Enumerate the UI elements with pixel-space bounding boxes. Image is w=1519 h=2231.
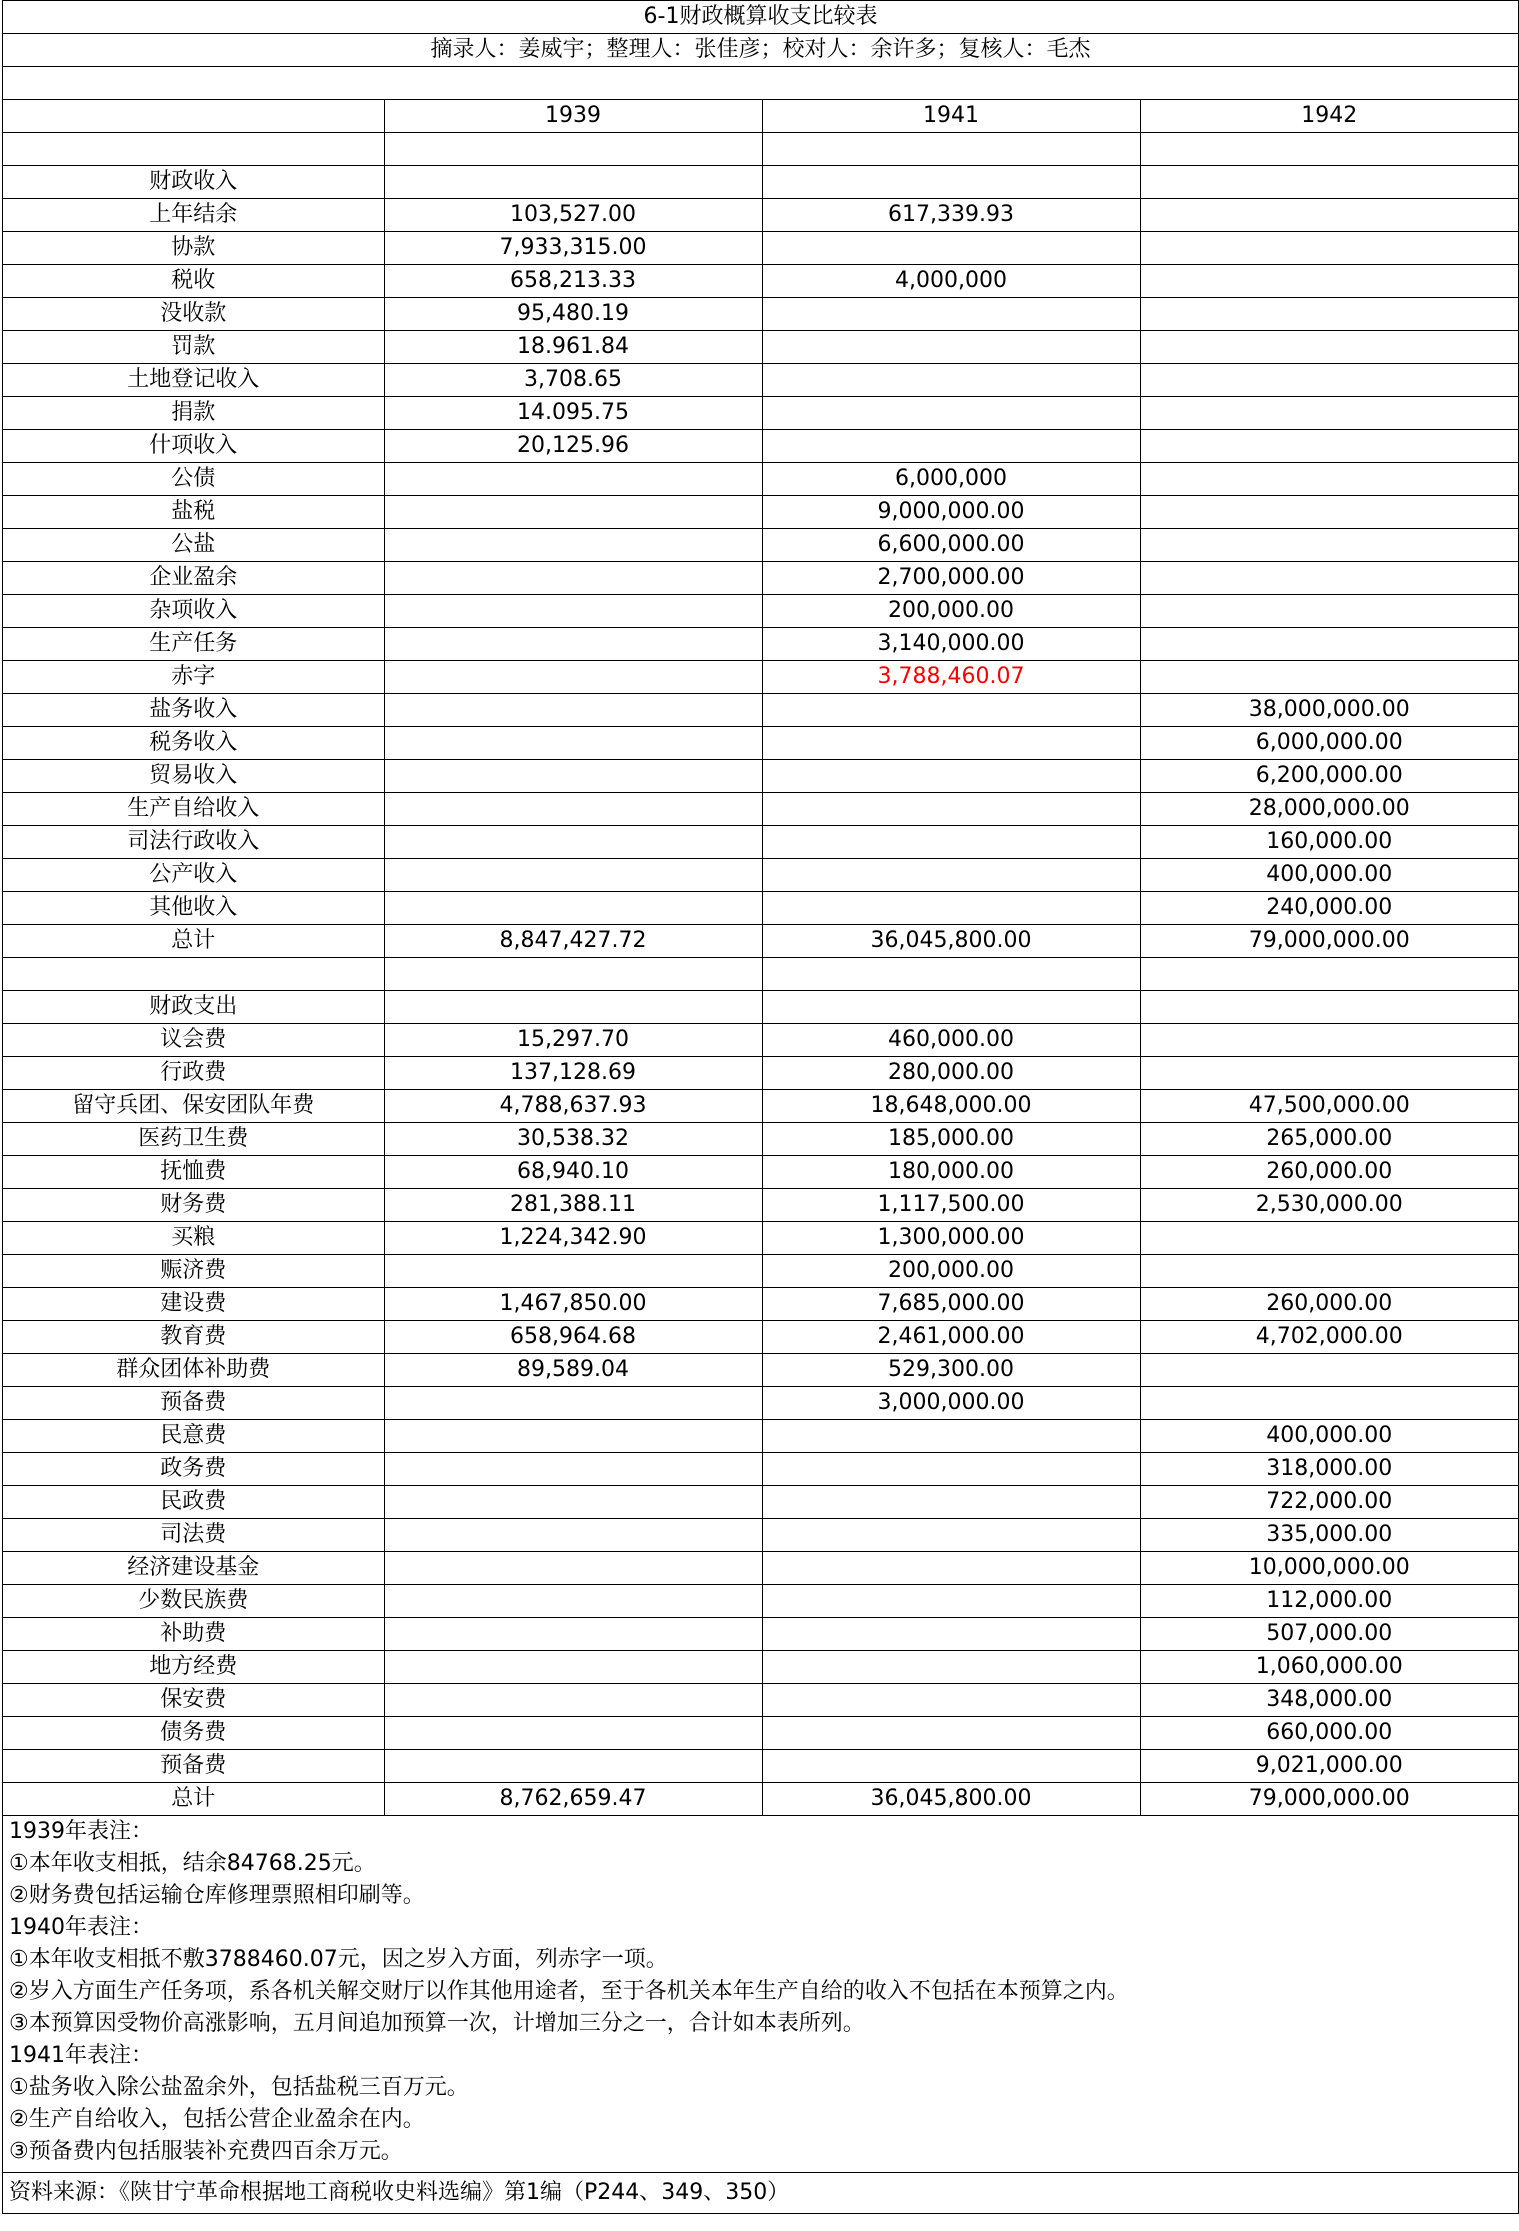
table-row	[3, 1420, 1518, 1453]
value-1939: 8,847,427.72	[384, 925, 762, 958]
value-1942	[1140, 1255, 1518, 1288]
row-label: 保安费	[3, 1684, 384, 1717]
table-row	[3, 1255, 1518, 1288]
note-line: 1940年表注：	[9, 1915, 153, 1940]
value-1939	[384, 1585, 762, 1618]
source-line: 资料来源：《陕甘宁革命根据地工商税收史料选编》第1编（P244、349、350）	[3, 2173, 1518, 2214]
value-1941	[762, 430, 1140, 463]
table-row	[3, 463, 1518, 496]
value-1941	[762, 760, 1140, 793]
value-1942	[1140, 265, 1518, 298]
row-label: 买粮	[3, 1222, 384, 1255]
value-1942	[1140, 1222, 1518, 1255]
table-row	[3, 430, 1518, 463]
value-1942	[1140, 991, 1518, 1024]
year-header-1941: 1941	[762, 100, 1140, 133]
value-1941: 1,300,000.00	[762, 1222, 1140, 1255]
value-1942: 160,000.00	[1140, 826, 1518, 859]
row-label: 罚款	[3, 331, 384, 364]
value-1939	[384, 166, 762, 199]
value-1942: 2,530,000.00	[1140, 1189, 1518, 1222]
table-row	[3, 1585, 1518, 1618]
row-label: 盐税	[3, 496, 384, 529]
table-row	[3, 1717, 1518, 1750]
value-1939	[384, 1684, 762, 1717]
value-1941	[762, 826, 1140, 859]
table-row	[3, 925, 1518, 958]
row-label: 地方经费	[3, 1651, 384, 1684]
row-label: 税收	[3, 265, 384, 298]
value-1939	[384, 133, 762, 166]
value-1942: 260,000.00	[1140, 1156, 1518, 1189]
value-1939: 18.961.84	[384, 331, 762, 364]
table-row	[3, 1651, 1518, 1684]
table-row	[3, 166, 1518, 199]
value-1942: 240,000.00	[1140, 892, 1518, 925]
row-label: 总计	[3, 925, 384, 958]
value-1941	[762, 166, 1140, 199]
value-1942	[1140, 364, 1518, 397]
table-row	[3, 133, 1518, 166]
note-line: 1941年表注：	[9, 2043, 153, 2068]
value-1941	[762, 1486, 1140, 1519]
value-1939	[384, 1255, 762, 1288]
value-1939	[384, 826, 762, 859]
value-1939	[384, 1519, 762, 1552]
value-1942	[1140, 397, 1518, 430]
note-line: 1939年表注：	[9, 1819, 153, 1844]
value-1939: 1,224,342.90	[384, 1222, 762, 1255]
table-row	[3, 562, 1518, 595]
row-label: 企业盈余	[3, 562, 384, 595]
value-1941: 9,000,000.00	[762, 496, 1140, 529]
row-label: 教育费	[3, 1321, 384, 1354]
value-1941	[762, 694, 1140, 727]
value-1939: 68,940.10	[384, 1156, 762, 1189]
value-1942	[1140, 628, 1518, 661]
table-row	[3, 892, 1518, 925]
value-1939: 89,589.04	[384, 1354, 762, 1387]
value-1941: 2,700,000.00	[762, 562, 1140, 595]
value-1939	[384, 694, 762, 727]
value-1939	[384, 1618, 762, 1651]
table-title: 6-1财政概算收支比较表	[3, 0, 1518, 34]
row-label: 总计	[3, 1783, 384, 1816]
value-1941	[762, 364, 1140, 397]
table-row	[3, 1783, 1518, 1816]
value-1939: 15,297.70	[384, 1024, 762, 1057]
value-1939: 3,708.65	[384, 364, 762, 397]
budget-table	[3, 100, 1518, 1816]
value-1939	[384, 892, 762, 925]
value-1939	[384, 661, 762, 694]
value-1942: 260,000.00	[1140, 1288, 1518, 1321]
value-1939: 8,762,659.47	[384, 1783, 762, 1816]
value-1941	[762, 1453, 1140, 1486]
value-1941: 185,000.00	[762, 1123, 1140, 1156]
value-1939	[384, 859, 762, 892]
value-1941	[762, 892, 1140, 925]
value-1939: 1,467,850.00	[384, 1288, 762, 1321]
value-1941	[762, 133, 1140, 166]
value-1939	[384, 727, 762, 760]
row-label: 贸易收入	[3, 760, 384, 793]
row-label: 司法费	[3, 1519, 384, 1552]
value-1942: 400,000.00	[1140, 859, 1518, 892]
value-1941	[762, 1585, 1140, 1618]
table-row	[3, 595, 1518, 628]
value-1941	[762, 859, 1140, 892]
value-1939	[384, 628, 762, 661]
value-1942	[1140, 430, 1518, 463]
table-row	[3, 298, 1518, 331]
value-1939: 281,388.11	[384, 1189, 762, 1222]
value-1942: 335,000.00	[1140, 1519, 1518, 1552]
value-1942	[1140, 298, 1518, 331]
value-1942: 265,000.00	[1140, 1123, 1518, 1156]
value-1941: 7,685,000.00	[762, 1288, 1140, 1321]
value-1942: 79,000,000.00	[1140, 925, 1518, 958]
row-label: 司法行政收入	[3, 826, 384, 859]
table-row	[3, 694, 1518, 727]
table-row	[3, 859, 1518, 892]
value-1942: 38,000,000.00	[1140, 694, 1518, 727]
row-label	[3, 133, 384, 166]
value-1939	[384, 463, 762, 496]
value-1941: 529,300.00	[762, 1354, 1140, 1387]
value-1941	[762, 298, 1140, 331]
row-label: 生产任务	[3, 628, 384, 661]
value-1939	[384, 529, 762, 562]
row-label: 债务费	[3, 1717, 384, 1750]
value-1939: 4,788,637.93	[384, 1090, 762, 1123]
table-row	[3, 1024, 1518, 1057]
table-row	[3, 760, 1518, 793]
value-1939: 137,128.69	[384, 1057, 762, 1090]
value-1942	[1140, 496, 1518, 529]
value-1941	[762, 793, 1140, 826]
value-1939: 95,480.19	[384, 298, 762, 331]
table-row	[3, 1123, 1518, 1156]
value-1942	[1140, 958, 1518, 991]
row-label: 留守兵团、保安团队年费	[3, 1090, 384, 1123]
table-row	[3, 1288, 1518, 1321]
row-label: 捐款	[3, 397, 384, 430]
value-1941: 2,461,000.00	[762, 1321, 1140, 1354]
table-row	[3, 958, 1518, 991]
value-1942: 660,000.00	[1140, 1717, 1518, 1750]
table-row	[3, 1354, 1518, 1387]
row-label: 政务费	[3, 1453, 384, 1486]
row-label: 议会费	[3, 1024, 384, 1057]
table-row	[3, 1387, 1518, 1420]
table-row	[3, 331, 1518, 364]
value-1942: 507,000.00	[1140, 1618, 1518, 1651]
value-1941: 6,600,000.00	[762, 529, 1140, 562]
value-1939	[384, 991, 762, 1024]
row-label: 行政费	[3, 1057, 384, 1090]
value-1942: 10,000,000.00	[1140, 1552, 1518, 1585]
value-1942	[1140, 199, 1518, 232]
row-label	[3, 958, 384, 991]
value-1942: 348,000.00	[1140, 1684, 1518, 1717]
row-label: 没收款	[3, 298, 384, 331]
row-label: 协款	[3, 232, 384, 265]
value-1942: 4,702,000.00	[1140, 1321, 1518, 1354]
value-1939: 658,213.33	[384, 265, 762, 298]
value-1942: 112,000.00	[1140, 1585, 1518, 1618]
table-row	[3, 1684, 1518, 1717]
value-1942	[1140, 232, 1518, 265]
value-1941	[762, 331, 1140, 364]
value-1941: 4,000,000	[762, 265, 1140, 298]
table-row	[3, 1453, 1518, 1486]
value-1941: 3,788,460.07	[762, 661, 1140, 694]
value-1941: 6,000,000	[762, 463, 1140, 496]
table-row	[3, 265, 1518, 298]
value-1941: 36,045,800.00	[762, 1783, 1140, 1816]
table-row	[3, 1057, 1518, 1090]
table-row	[3, 199, 1518, 232]
note-line: ①盐务收入除公盐盈余外，包括盐税三百万元。	[9, 2075, 469, 2100]
value-1941: 1,117,500.00	[762, 1189, 1140, 1222]
table-row	[3, 496, 1518, 529]
value-1939	[384, 595, 762, 628]
table-row	[3, 661, 1518, 694]
row-label: 抚恤费	[3, 1156, 384, 1189]
table-row	[3, 1090, 1518, 1123]
row-label: 财政支出	[3, 991, 384, 1024]
table-row	[3, 1321, 1518, 1354]
blank-row	[3, 67, 1518, 100]
value-1939: 103,527.00	[384, 199, 762, 232]
value-1941: 200,000.00	[762, 1255, 1140, 1288]
value-1939: 658,964.68	[384, 1321, 762, 1354]
value-1941: 617,339.93	[762, 199, 1140, 232]
value-1939	[384, 1717, 762, 1750]
row-label: 预备费	[3, 1387, 384, 1420]
value-1942	[1140, 1387, 1518, 1420]
value-1939	[384, 958, 762, 991]
note-line: ②岁入方面生产任务项，系各机关解交财厅以作其他用途者，至于各机关本年生产自给的收入不包括在本预算之内。	[9, 1979, 1129, 2004]
row-label: 经济建设基金	[3, 1552, 384, 1585]
row-label: 少数民族费	[3, 1585, 384, 1618]
value-1942: 722,000.00	[1140, 1486, 1518, 1519]
value-1939	[384, 1387, 762, 1420]
value-1942: 47,500,000.00	[1140, 1090, 1518, 1123]
value-1942: 400,000.00	[1140, 1420, 1518, 1453]
row-label: 建设费	[3, 1288, 384, 1321]
value-1941: 180,000.00	[762, 1156, 1140, 1189]
table-row	[3, 727, 1518, 760]
value-1942: 6,000,000.00	[1140, 727, 1518, 760]
value-1942	[1140, 562, 1518, 595]
value-1939: 20,125.96	[384, 430, 762, 463]
value-1941	[762, 1618, 1140, 1651]
row-label: 补助费	[3, 1618, 384, 1651]
table-row	[3, 1519, 1518, 1552]
row-label: 财政收入	[3, 166, 384, 199]
table-row	[3, 793, 1518, 826]
value-1942	[1140, 1354, 1518, 1387]
value-1942	[1140, 331, 1518, 364]
row-label: 土地登记收入	[3, 364, 384, 397]
value-1939	[384, 1651, 762, 1684]
row-label: 预备费	[3, 1750, 384, 1783]
note-line: ①本年收支相抵，结余84768.25元。	[9, 1851, 376, 1876]
value-1941: 460,000.00	[762, 1024, 1140, 1057]
row-label: 公盐	[3, 529, 384, 562]
row-label: 民政费	[3, 1486, 384, 1519]
year-header-1939: 1939	[384, 100, 762, 133]
value-1942	[1140, 133, 1518, 166]
row-label: 公债	[3, 463, 384, 496]
value-1941: 3,140,000.00	[762, 628, 1140, 661]
value-1942: 1,060,000.00	[1140, 1651, 1518, 1684]
table-row	[3, 529, 1518, 562]
value-1942	[1140, 463, 1518, 496]
value-1942: 6,200,000.00	[1140, 760, 1518, 793]
value-1939	[384, 496, 762, 529]
table-row	[3, 397, 1518, 430]
value-1939	[384, 1420, 762, 1453]
table-row	[3, 364, 1518, 397]
value-1941	[762, 958, 1140, 991]
value-1939	[384, 1750, 762, 1783]
value-1941	[762, 1519, 1140, 1552]
table-row	[3, 628, 1518, 661]
year-header-row	[3, 100, 1518, 133]
value-1941	[762, 1684, 1140, 1717]
row-label: 财务费	[3, 1189, 384, 1222]
value-1942: 28,000,000.00	[1140, 793, 1518, 826]
value-1941: 280,000.00	[762, 1057, 1140, 1090]
value-1941	[762, 1717, 1140, 1750]
value-1939	[384, 793, 762, 826]
value-1941	[762, 1750, 1140, 1783]
note-line: ①本年收支相抵不敷3788460.07元，因之岁入方面，列赤字一项。	[9, 1947, 668, 1972]
table-row	[3, 1222, 1518, 1255]
value-1939	[384, 1486, 762, 1519]
row-label: 杂项收入	[3, 595, 384, 628]
note-line: ③本预算因受物价高涨影响，五月间追加预算一次，计增加三分之一，合计如本表所列。	[9, 2011, 865, 2036]
table-row	[3, 232, 1518, 265]
value-1941	[762, 991, 1140, 1024]
value-1941: 36,045,800.00	[762, 925, 1140, 958]
value-1939: 30,538.32	[384, 1123, 762, 1156]
row-label: 上年结余	[3, 199, 384, 232]
value-1939	[384, 1453, 762, 1486]
table-row	[3, 1189, 1518, 1222]
value-1941	[762, 1420, 1140, 1453]
header-label-cell	[3, 100, 384, 133]
value-1942: 79,000,000.00	[1140, 1783, 1518, 1816]
value-1941	[762, 397, 1140, 430]
note-line: ③预备费内包括服装补充费四百余万元。	[9, 2139, 403, 2164]
value-1939	[384, 1552, 762, 1585]
row-label: 群众团体补助费	[3, 1354, 384, 1387]
row-label: 什项收入	[3, 430, 384, 463]
value-1942	[1140, 166, 1518, 199]
row-label: 税务收入	[3, 727, 384, 760]
table-row	[3, 1156, 1518, 1189]
value-1942	[1140, 661, 1518, 694]
value-1941: 200,000.00	[762, 595, 1140, 628]
table-row	[3, 826, 1518, 859]
value-1939	[384, 562, 762, 595]
row-label: 其他收入	[3, 892, 384, 925]
row-label: 生产自给收入	[3, 793, 384, 826]
value-1941: 3,000,000.00	[762, 1387, 1140, 1420]
year-header-1942: 1942	[1140, 100, 1518, 133]
value-1941: 18,648,000.00	[762, 1090, 1140, 1123]
row-label: 盐务收入	[3, 694, 384, 727]
value-1939	[384, 760, 762, 793]
row-label: 赤字	[3, 661, 384, 694]
value-1941	[762, 1552, 1140, 1585]
value-1939: 7,933,315.00	[384, 232, 762, 265]
value-1941	[762, 232, 1140, 265]
value-1942	[1140, 529, 1518, 562]
value-1939: 14.095.75	[384, 397, 762, 430]
table-row	[3, 991, 1518, 1024]
value-1941	[762, 1651, 1140, 1684]
value-1942	[1140, 1024, 1518, 1057]
finance-sheet	[2, 0, 1519, 2214]
table-row	[3, 1486, 1518, 1519]
value-1941	[762, 727, 1140, 760]
credits-line: 摘录人：姜威宇；整理人：张佳彦；校对人：余许多；复核人：毛杰	[3, 34, 1518, 67]
table-row	[3, 1618, 1518, 1651]
row-label: 公产收入	[3, 859, 384, 892]
table-row	[3, 1552, 1518, 1585]
note-line: ②生产自给收入，包括公营企业盈余在内。	[9, 2107, 425, 2132]
note-line: ②财务费包括运输仓库修理票照相印刷等。	[9, 1883, 425, 1908]
value-1942	[1140, 1057, 1518, 1090]
value-1942: 318,000.00	[1140, 1453, 1518, 1486]
table-row	[3, 1750, 1518, 1783]
value-1942: 9,021,000.00	[1140, 1750, 1518, 1783]
row-label: 民意费	[3, 1420, 384, 1453]
value-1942	[1140, 595, 1518, 628]
row-label: 赈济费	[3, 1255, 384, 1288]
notes-section	[3, 1816, 1518, 2173]
row-label: 医药卫生费	[3, 1123, 384, 1156]
